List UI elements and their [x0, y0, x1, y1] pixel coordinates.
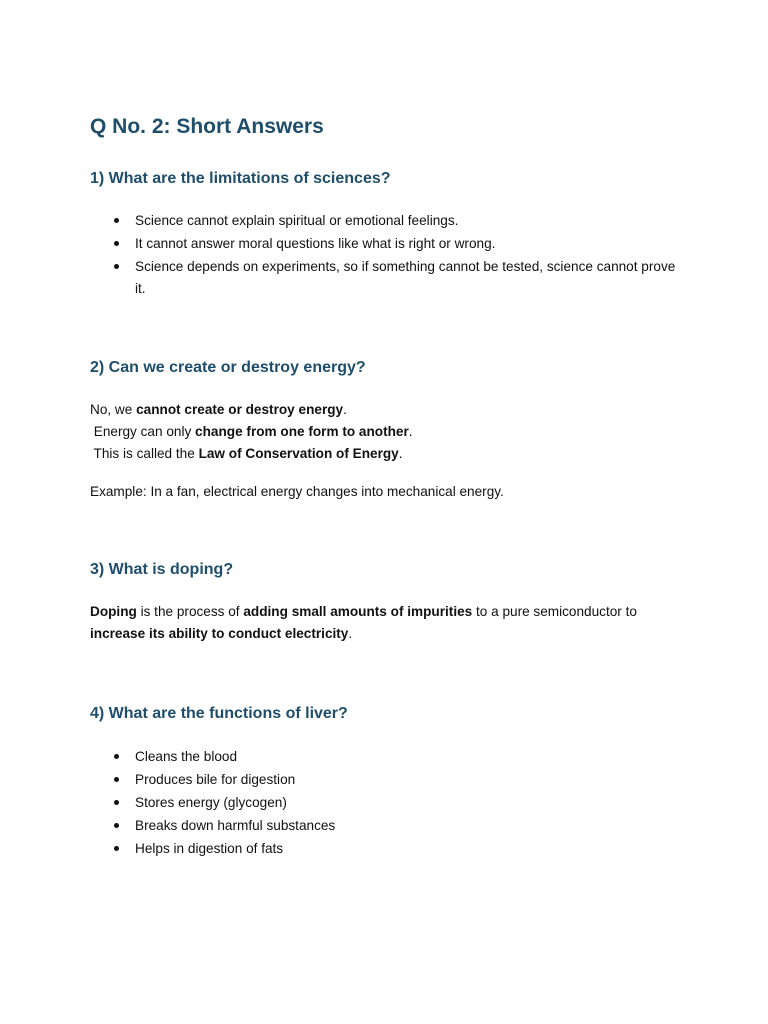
bold-text: increase its ability to conduct electricity [90, 626, 349, 641]
list-item: It cannot answer moral questions like what is right or wrong. [135, 233, 680, 255]
list-item: Produces bile for digestion [135, 769, 680, 791]
example-text: Example: In a fan, electrical energy changes into mechanical energy. [90, 484, 504, 499]
question-2-answer [90, 399, 680, 503]
question-4-list [90, 746, 680, 860]
list-item: Stores energy (glycogen) [135, 792, 680, 814]
list-item: Breaks down harmful substances [135, 815, 680, 837]
text-run: . [348, 626, 353, 641]
question-1-heading: 1) What are the limitations of sciences? [90, 170, 391, 187]
text-run: . [398, 446, 403, 461]
question-4-section [90, 703, 680, 860]
question-1-list [90, 210, 680, 299]
bold-text: Doping [90, 604, 137, 619]
text-run: Energy can only [90, 424, 196, 439]
text-run: . [343, 402, 347, 417]
doping-definition [90, 601, 680, 645]
question-2-section [90, 357, 680, 503]
question-1-section [90, 168, 680, 299]
question-3-heading: 3) What is doping? [90, 561, 234, 578]
text-run: This is called the [90, 446, 199, 461]
list-item: Helps in digestion of fats [135, 838, 680, 860]
question-2-heading: 2) Can we create or destroy energy? [90, 359, 366, 376]
question-4-heading: 4) What are the functions of liver? [90, 705, 348, 722]
page-title: Q No. 2: Short Answers [90, 115, 324, 138]
text-run: to a pure semiconductor to [472, 604, 637, 619]
list-item: Cleans the blood [135, 746, 680, 768]
bold-text: Law of Conservation of Energy [198, 446, 399, 461]
bold-text: adding small amounts of impurities [243, 604, 473, 619]
answer-line [90, 421, 680, 443]
text-run: is the process of [136, 604, 244, 619]
question-3-section [90, 559, 680, 645]
bold-text: cannot create or destroy energy [136, 402, 344, 417]
answer-line [90, 399, 680, 421]
text-run: No, we [90, 402, 137, 417]
list-item: Science depends on experiments, so if something cannot be tested, science cannot prove it. [135, 256, 680, 299]
answer-line [90, 443, 680, 465]
bold-text: change from one form to another [195, 424, 409, 439]
list-item: Science cannot explain spiritual or emotional feelings. [135, 210, 680, 232]
text-run: . [408, 424, 413, 439]
